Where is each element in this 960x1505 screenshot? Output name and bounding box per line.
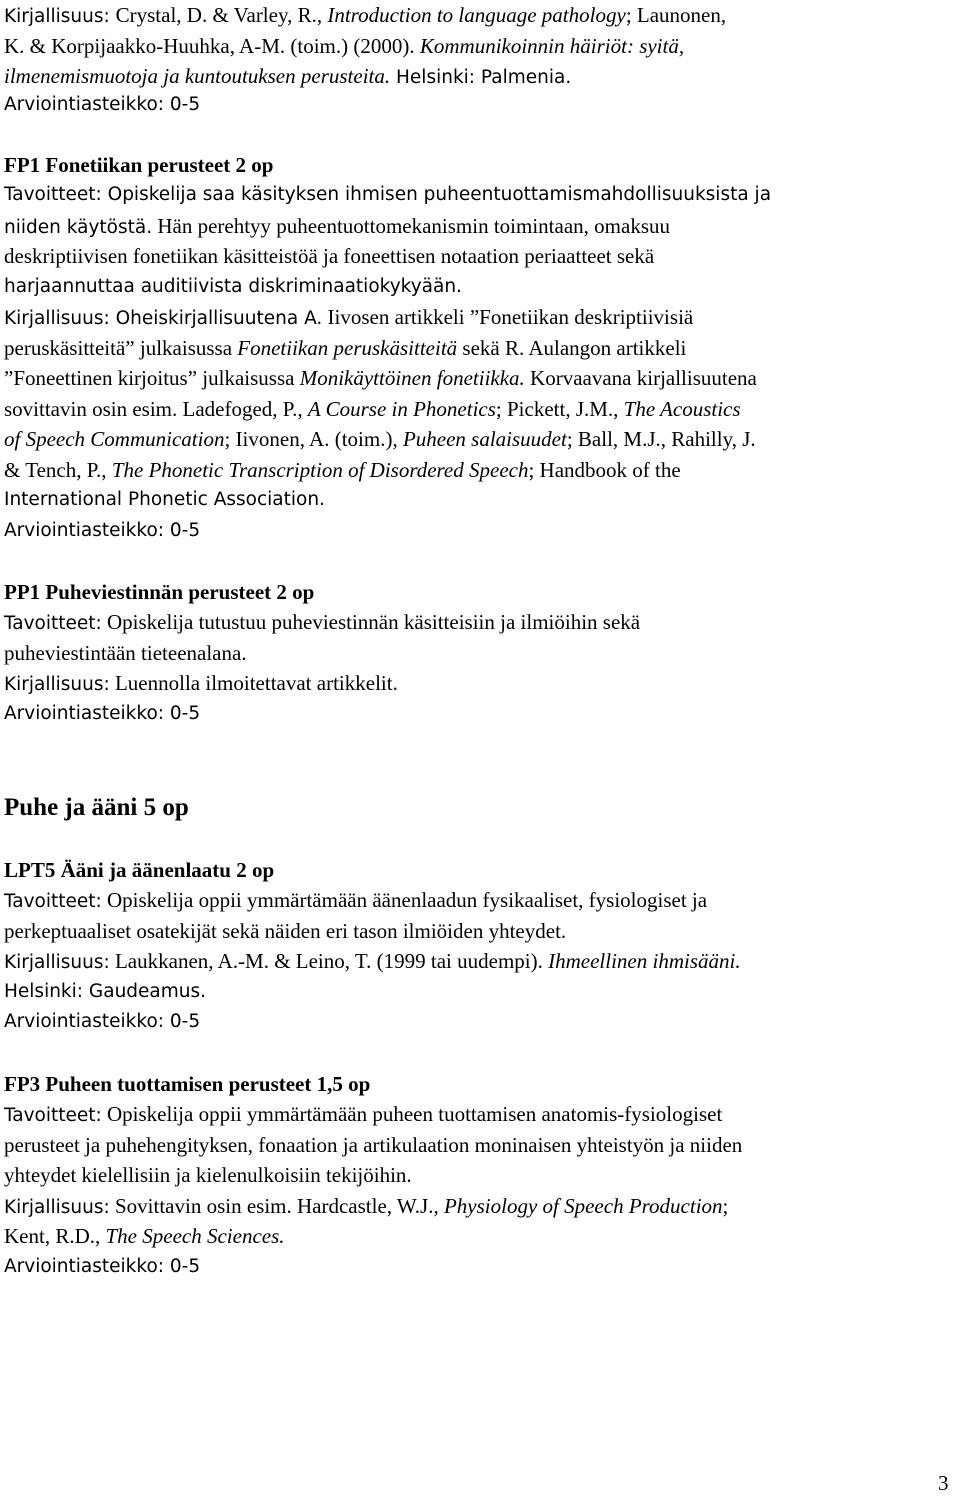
fp3-literature-line-2: Kent, R.D., The Speech Sciences. (4, 1224, 285, 1248)
top-rating-scale: Arviointiasteikko: 0-5 (4, 94, 201, 115)
fp3-goals-line-2: perusteet ja puhehengityksen, fonaation ja artikulaation moninaisen yhteistyön ja niiden (4, 1133, 743, 1157)
lpt5-rating-scale: Arviointiasteikko: 0-5 (4, 1011, 201, 1032)
fp1-goals-line-3: deskriptiivisen fonetiikan käsitteistöä ja foneettisen notaation periaatteet sekä (4, 244, 655, 268)
lpt5-goals-line-2: perkeptuaaliset osatekijät sekä näiden eri tason ilmiöiden yhteydet. (4, 919, 567, 943)
fp1-literature-line-1: Kirjallisuus: Oheiskirjallisuutena A. Iivosen artikkeli ”Fonetiikan deskriptiivisiä (4, 305, 694, 329)
fp3-goals-line-1: Tavoitteet: Opiskelija oppii ymmärtämään puheen tuottamisen anatomis-fysiologiset (4, 1102, 723, 1126)
pp1-goals-line-2: puheviestintään tieteenalana. (4, 641, 247, 665)
lpt5-goals-line-1: Tavoitteet: Opiskelija oppii ymmärtämään äänenlaadun fysikaaliset, fysiologiset ja (4, 888, 708, 912)
lpt5-literature-line-1: Kirjallisuus: Laukkanen, A.-M. & Leino, T. (1999 tai uudempi). Ihmeellinen ihmisääni. (4, 949, 741, 973)
fp3-goals-line-3: yhteydet kielellisiin ja kielenulkoisiin tekijöihin. (4, 1163, 412, 1187)
fp1-heading: FP1 Fonetiikan perusteet 2 op (4, 153, 274, 177)
literature-label: Kirjallisuus: (4, 6, 116, 27)
fp1-literature-line-2: peruskäsitteitä” julkaisussa Fonetiikan peruskäsitteitä sekä R. Aulangon artikkeli (4, 336, 687, 360)
lpt5-heading: LPT5 Ääni ja äänenlaatu 2 op (4, 858, 275, 882)
top-literature-line-2: K. & Korpijaakko-Huuhka, A-M. (toim.) (2000). Kommunikoinnin häiriöt: syitä, (4, 34, 685, 58)
pp1-literature-line-1: Kirjallisuus: Luennolla ilmoitettavat artikkelit. (4, 671, 398, 695)
fp1-goals-line-2: niiden käytöstä. Hän perehtyy puheentuottomekanismin toimintaan, omaksuu (4, 214, 670, 238)
section-heading: Puhe ja ääni 5 op (4, 794, 189, 821)
fp1-goals-line-4: harjaannuttaa auditiivista diskriminaatiokykyään. (4, 276, 462, 297)
fp3-literature-line-1: Kirjallisuus: Sovittavin osin esim. Hardcastle, W.J., Physiology of Speech Production; (4, 1194, 729, 1218)
lpt5-literature-line-2: Helsinki: Gaudeamus. (4, 981, 207, 1002)
page-number: 3 (938, 1471, 949, 1495)
pp1-heading: PP1 Puheviestinnän perusteet 2 op (4, 580, 315, 604)
fp1-literature-line-7: International Phonetic Association. (4, 489, 325, 510)
fp1-literature-line-6: & Tench, P., The Phonetic Transcription of Disordered Speech; Handbook of the (4, 458, 681, 482)
fp1-literature-line-5: of Speech Communication; Iivonen, A. (toim.), Puheen salaisuudet; Ball, M.J., Rahilly, J. (4, 427, 756, 451)
top-literature-line-1: Kirjallisuus: Crystal, D. & Varley, R., Introduction to language pathology; Launonen, (4, 3, 727, 27)
fp1-goals-line-1: Tavoitteet: Opiskelija saa käsityksen ihmisen puheentuottamismahdollisuuksista ja (4, 184, 772, 205)
top-literature-line-3: ilmenemismuotoja ja kuntoutuksen perusteita. Helsinki: Palmenia. (4, 64, 572, 88)
fp3-rating-scale: Arviointiasteikko: 0-5 (4, 1256, 201, 1277)
pp1-goals-line-1: Tavoitteet: Opiskelija tutustuu puheviestinnän käsitteisiin ja ilmiöihin sekä (4, 610, 641, 634)
pp1-rating-scale: Arviointiasteikko: 0-5 (4, 703, 201, 724)
fp1-literature-line-4: sovittavin osin esim. Ladefoged, P., A Course in Phonetics; Pickett, J.M., The Acoustics (4, 397, 741, 421)
fp3-heading: FP3 Puheen tuottamisen perusteet 1,5 op (4, 1072, 371, 1096)
fp1-rating-scale: Arviointiasteikko: 0-5 (4, 520, 201, 541)
fp1-literature-line-3: ”Foneettinen kirjoitus” julkaisussa Monikäyttöinen fonetiikka. Korvaavana kirjallisuutena (4, 366, 757, 390)
